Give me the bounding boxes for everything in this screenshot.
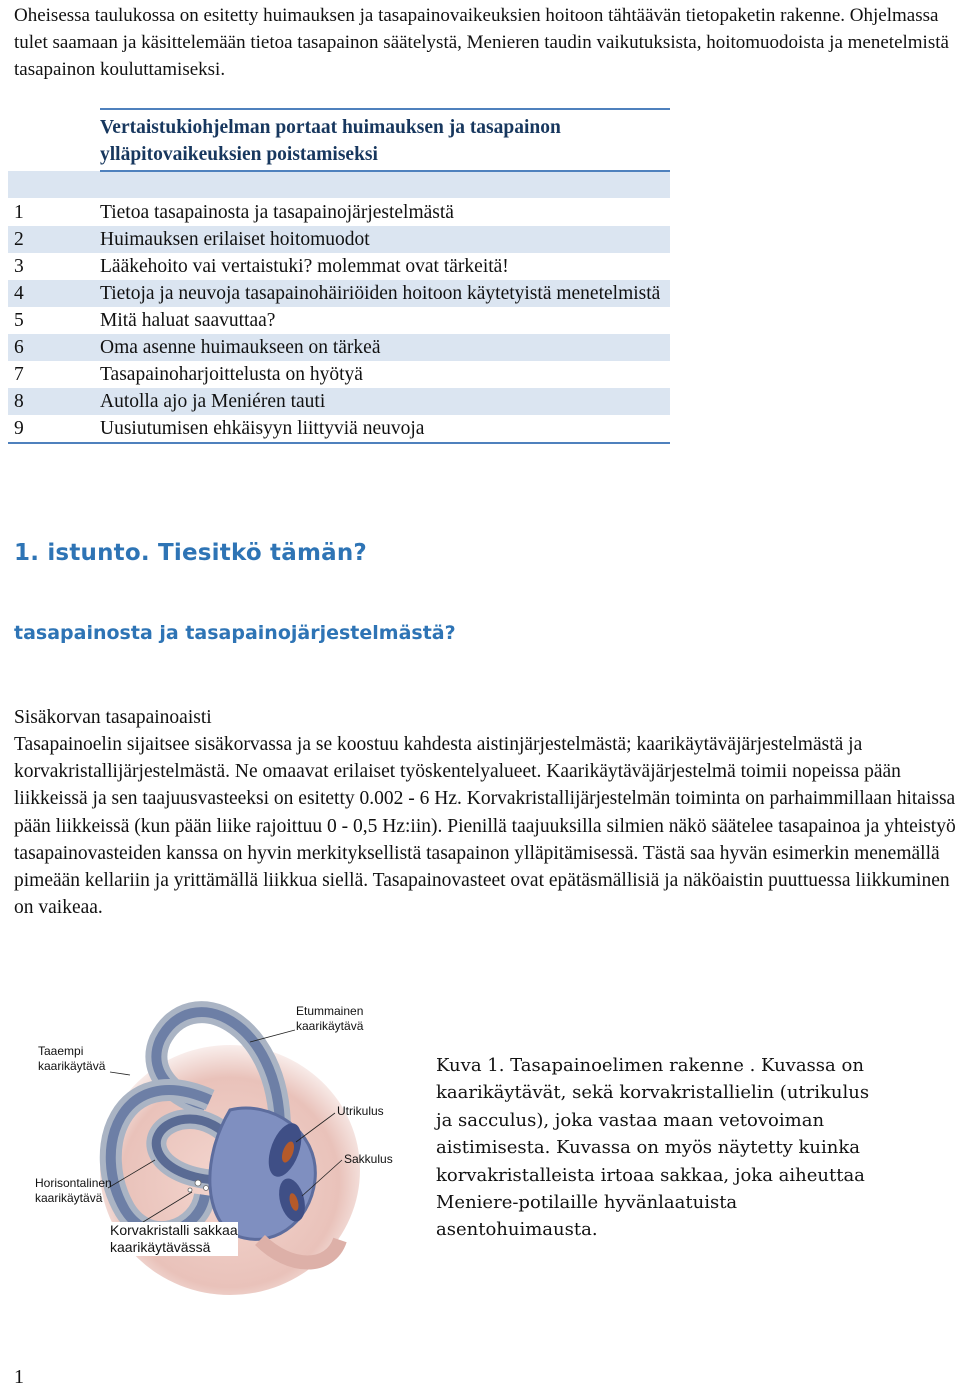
label-crystal-debris: Korvakristalli sakkaa kaarikäytävässä	[110, 1222, 238, 1255]
program-table	[8, 108, 670, 444]
step-text: Autolla ajo ja Meniéren tauti	[100, 388, 670, 415]
table-row	[8, 226, 670, 253]
crystal-debris	[204, 1186, 209, 1191]
label-anterior-canal: Etummainen kaarikäytävä	[296, 1004, 364, 1033]
table-row	[8, 253, 670, 280]
label-horizontal-canal: Horisontalinen kaarikäytävä	[35, 1176, 112, 1205]
step-number: 2	[8, 226, 100, 253]
step-number: 5	[14, 310, 24, 331]
step-text: Lääkehoito vai vertaistuki? molemmat ovat tärkeitä!	[100, 256, 509, 277]
program-title-line1: Vertaistukiohjelman portaat huimauksen ja tasapainon	[100, 117, 561, 138]
step-number: 1	[8, 199, 100, 227]
step-text: Tietoja ja neuvoja tasapainohäiriöiden hoitoon käytetyistä menetelmistä	[100, 280, 670, 307]
step-number: 8	[8, 388, 100, 415]
program-table-spacer	[8, 171, 670, 199]
step-number: 7	[14, 364, 24, 385]
program-table-title-row	[8, 109, 670, 171]
table-row	[8, 334, 670, 361]
leader-line	[110, 1072, 130, 1075]
step-text: Uusiutumisen ehkäisyyn liittyviä neuvoja	[100, 415, 670, 443]
step-text: Huimauksen erilaiset hoitomuodot	[100, 226, 670, 253]
label-utricle: Utrikulus	[337, 1104, 384, 1118]
session-heading: 1. istunto. Tiesitkö tämän?	[14, 540, 367, 566]
session-subheading: tasapainosta ja tasapainojärjestelmästä?	[14, 622, 456, 644]
step-text: Tasapainoharjoittelusta on hyötyä	[100, 364, 363, 385]
step-number: 4	[8, 280, 100, 307]
table-row	[8, 361, 670, 388]
step-text: Oma asenne huimaukseen on tärkeä	[100, 334, 670, 361]
figure-caption: Kuva 1. Tasapainoelimen rakenne . Kuvassa on kaarikäytävät, sekä korvakristallielin (utrikulus ja sacculus), joka vastaa maan vetovoiman aistimisesta. Kuvassa on myös näytetty kuinka korvakristalleista irtoaa sakkaa, joka aiheuttaa Meniere-potilaille hyvänlaatuista asentohuimausta.	[436, 1055, 870, 1241]
step-text: Tietoa tasapainosta ja tasapainojärjestelmästä	[100, 199, 670, 227]
table-row	[8, 307, 670, 334]
crystal-debris	[188, 1188, 192, 1192]
label-posterior-canal: Taaempi kaarikäytävä	[38, 1044, 106, 1073]
program-table-title	[100, 109, 670, 171]
intro-paragraph: Oheisessa taulukossa on esitetty huimauksen ja tasapainovaikeuksien hoitoon tähtäävän tietopaketin rakenne. Ohjelmassa tulet saamaan ja käsittelemään tietoa tasapainon säätelystä, Menieren taudin vaikutuksista, hoitomuodoista ja menetelmistä tasapainon kouluttamiseksi.	[14, 5, 949, 80]
step-text: Mitä haluat saavuttaa?	[100, 310, 276, 331]
table-row	[8, 280, 670, 307]
crystal-debris	[195, 1180, 201, 1186]
section-label: Sisäkorvan tasapainoaisti	[14, 707, 212, 728]
step-number: 3	[14, 256, 24, 277]
program-title-line2: ylläpitovaikeuksien poistamiseksi	[100, 144, 378, 165]
table-row	[8, 199, 670, 227]
label-saccule: Sakkulus	[344, 1152, 393, 1166]
page-number: 1	[14, 1366, 24, 1388]
inner-ear-figure	[30, 980, 430, 1300]
body-paragraph: Tasapainoelin sijaitsee sisäkorvassa ja se koostuu kahdesta aistinjärjestelmästä; kaarikäytäväjärjestelmästä ja korvakristallijärjestelmästä. Ne omaavat erilaiset työskentelyalueet. Kaarikäytäväjärjestelmä toimii nopeissa pään liikkeissä ja sen taajuusvasteeksi on esitetty 0.002 - 6 Hz. Korvakristallijärjestelmän toiminta on parhaimmillaan hitaissa pään liikkeissä (kun pään liike rajoittuu 0 - 0,5 Hz:iin). Pienillä taajuuksilla silmien näkö säätelee tasapainoa ja yhteistyö tasapainovasteiden kanssa on hyvin merkityksellistä tasapainon ylläpitämisessä. Tästä saa hyvän esimerkin menemällä pimeään kellariin ja yrittämällä liikkua siellä. Tasapainovasteet ovat epätäsmällisiä ja näköaistin puuttuessa liikkuminen on vaikeaa.	[14, 734, 956, 919]
step-number: 6	[8, 334, 100, 361]
table-row	[8, 415, 670, 443]
step-number: 9	[8, 415, 100, 443]
table-row	[8, 388, 670, 415]
